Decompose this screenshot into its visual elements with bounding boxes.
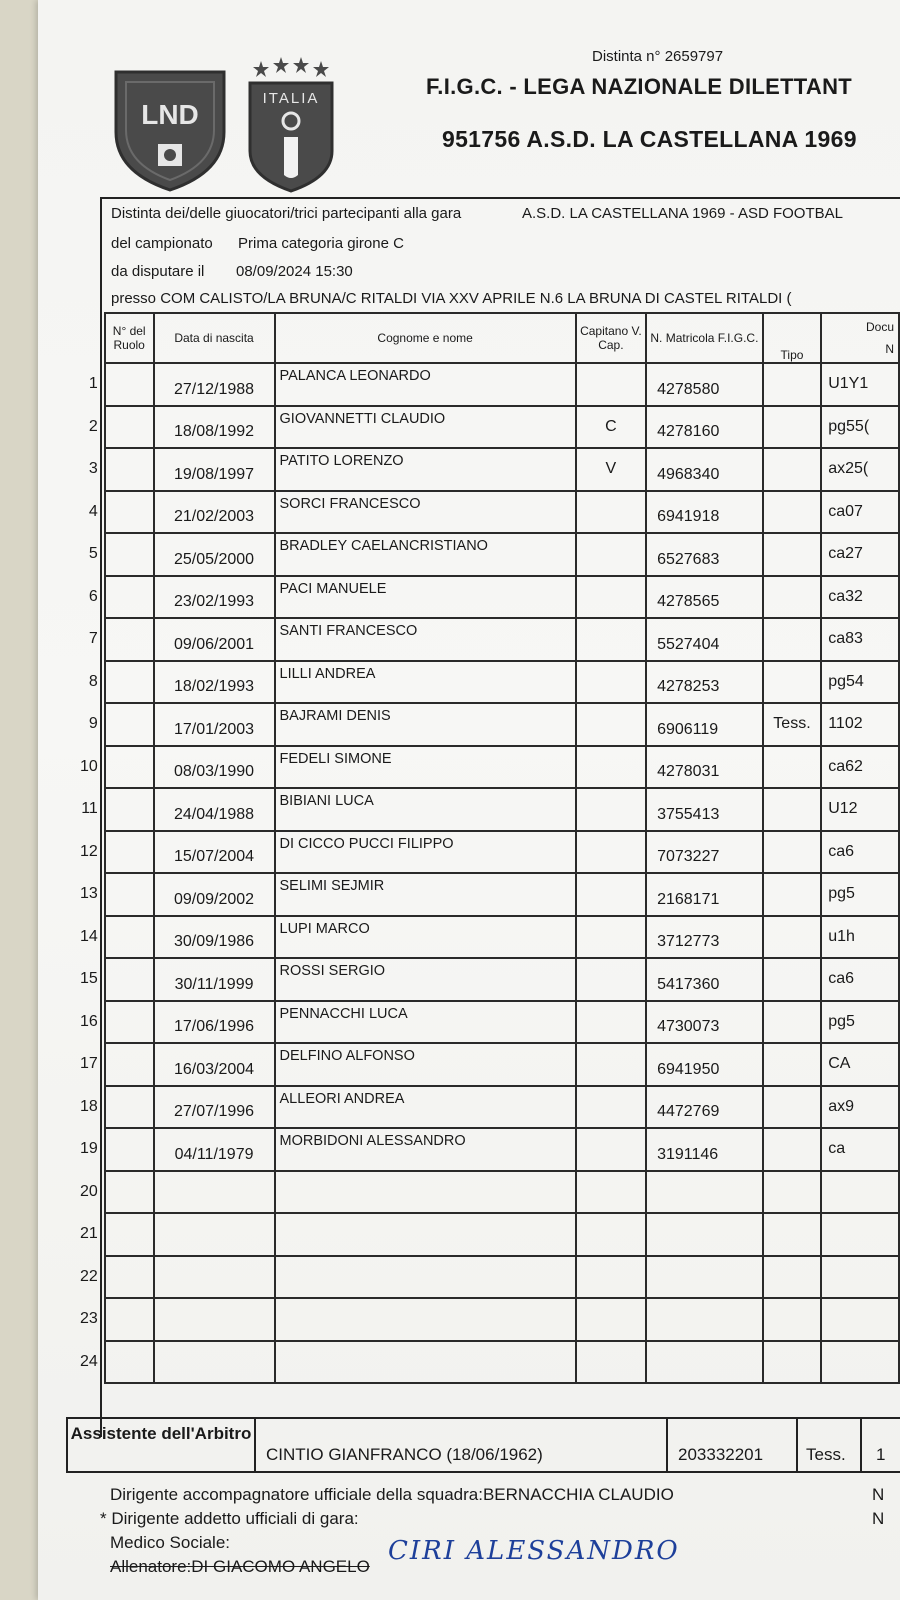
birth-date bbox=[154, 1256, 275, 1299]
ruolo-cell bbox=[105, 1298, 154, 1341]
ruolo-cell bbox=[105, 533, 154, 576]
table-row bbox=[80, 1128, 899, 1171]
document-number bbox=[821, 1341, 899, 1384]
svg-text:ITALIA: ITALIA bbox=[262, 90, 320, 107]
captain-mark bbox=[576, 1341, 646, 1384]
player-name: SORCI FRANCESCO bbox=[275, 491, 576, 534]
captain-mark bbox=[576, 1128, 646, 1171]
birth-date: 23/02/1993 bbox=[154, 576, 275, 619]
row-number: 7 bbox=[80, 618, 105, 661]
ruolo-cell bbox=[105, 958, 154, 1001]
document-number: ca07 bbox=[821, 491, 899, 534]
assistant-label: Assistente dell'Arbitro bbox=[68, 1419, 256, 1471]
player-name: MORBIDONI ALESSANDRO bbox=[275, 1128, 576, 1171]
ruolo-cell bbox=[105, 1128, 154, 1171]
captain-mark bbox=[576, 491, 646, 534]
player-name bbox=[275, 1298, 576, 1341]
assistant-name: CINTIO GIANFRANCO (18/06/1962) bbox=[266, 1445, 543, 1464]
column-header-matricola: N. Matricola F.I.G.C. bbox=[646, 313, 763, 363]
document-number: U12 bbox=[821, 788, 899, 831]
birth-date: 24/04/1988 bbox=[154, 788, 275, 831]
player-name: ROSSI SERGIO bbox=[275, 958, 576, 1001]
matricola-number: 4278160 bbox=[646, 406, 763, 449]
column-header-tipo bbox=[763, 313, 821, 363]
birth-date: 25/05/2000 bbox=[154, 533, 275, 576]
captain-mark: C bbox=[576, 406, 646, 449]
assistant-row bbox=[66, 1417, 900, 1473]
table-row bbox=[80, 916, 899, 959]
table-row bbox=[80, 491, 899, 534]
player-name: GIOVANNETTI CLAUDIO bbox=[275, 406, 576, 449]
player-name: LILLI ANDREA bbox=[275, 661, 576, 704]
captain-mark bbox=[576, 873, 646, 916]
captain-mark bbox=[576, 916, 646, 959]
row-number: 4 bbox=[80, 491, 105, 534]
document-type bbox=[763, 661, 821, 704]
ruolo-cell bbox=[105, 1001, 154, 1044]
table-row bbox=[80, 576, 899, 619]
matricola-number: 4472769 bbox=[646, 1086, 763, 1129]
document-number: ca6 bbox=[821, 958, 899, 1001]
ruolo-cell bbox=[105, 703, 154, 746]
captain-mark bbox=[576, 746, 646, 789]
row-number: 11 bbox=[80, 788, 105, 831]
ruolo-cell bbox=[105, 916, 154, 959]
row-number: 14 bbox=[80, 916, 105, 959]
medico-line: Medico Sociale: bbox=[110, 1533, 231, 1552]
row-number: 21 bbox=[80, 1213, 105, 1256]
row-number: 12 bbox=[80, 831, 105, 874]
matricola-number: 3712773 bbox=[646, 916, 763, 959]
matricola-number bbox=[646, 1341, 763, 1384]
captain-mark bbox=[576, 1086, 646, 1129]
document-type bbox=[763, 406, 821, 449]
captain-mark bbox=[576, 363, 646, 406]
table-row bbox=[80, 448, 899, 491]
table-row bbox=[80, 1001, 899, 1044]
captain-mark bbox=[576, 958, 646, 1001]
document-type bbox=[763, 1298, 821, 1341]
row-number: 3 bbox=[80, 448, 105, 491]
document-type bbox=[763, 831, 821, 874]
row-number: 18 bbox=[80, 1086, 105, 1129]
table-row bbox=[80, 406, 899, 449]
club-title: 951756 A.S.D. LA CASTELLANA 1969 bbox=[442, 126, 857, 152]
table-header-row bbox=[80, 313, 899, 363]
birth-date bbox=[154, 1298, 275, 1341]
distinta-number: Distinta n° 2659797 bbox=[592, 48, 724, 65]
player-name bbox=[275, 1341, 576, 1384]
row-number: 5 bbox=[80, 533, 105, 576]
player-name bbox=[275, 1171, 576, 1214]
row-number: 24 bbox=[80, 1341, 105, 1384]
ruolo-cell bbox=[105, 1256, 154, 1299]
captain-mark: V bbox=[576, 448, 646, 491]
birth-date: 27/07/1996 bbox=[154, 1086, 275, 1129]
row-number: 16 bbox=[80, 1001, 105, 1044]
document-type bbox=[763, 1043, 821, 1086]
ruolo-cell bbox=[105, 873, 154, 916]
player-name: PENNACCHI LUCA bbox=[275, 1001, 576, 1044]
info-match-label: Distinta dei/delle giuocatori/trici partecipanti alla gara bbox=[111, 205, 462, 222]
document-type bbox=[763, 1213, 821, 1256]
birth-date: 19/08/1997 bbox=[154, 448, 275, 491]
birth-date: 08/03/1990 bbox=[154, 746, 275, 789]
player-name bbox=[275, 1256, 576, 1299]
info-league-value: Prima categoria girone C bbox=[238, 235, 404, 252]
table-row bbox=[80, 703, 899, 746]
row-number: 17 bbox=[80, 1043, 105, 1086]
player-name: SANTI FRANCESCO bbox=[275, 618, 576, 661]
matricola-number: 7073227 bbox=[646, 831, 763, 874]
birth-date: 15/07/2004 bbox=[154, 831, 275, 874]
documento-label: Docu bbox=[865, 320, 894, 334]
right-margin-2: N bbox=[872, 1509, 885, 1528]
captain-mark bbox=[576, 703, 646, 746]
table-row bbox=[80, 1256, 899, 1299]
document-number: ca6 bbox=[821, 831, 899, 874]
dirigente-line: Dirigente accompagnatore ufficiale della squadra:BERNACCHIA CLAUDIO bbox=[110, 1485, 674, 1504]
federation-title: F.I.G.C. - LEGA NAZIONALE DILETTANT bbox=[426, 74, 853, 99]
document-number: ca bbox=[821, 1128, 899, 1171]
row-number: 13 bbox=[80, 873, 105, 916]
ruolo-cell bbox=[105, 1043, 154, 1086]
document-number bbox=[821, 1256, 899, 1299]
row-number: 9 bbox=[80, 703, 105, 746]
birth-date: 21/02/2003 bbox=[154, 491, 275, 534]
matricola-number: 4278253 bbox=[646, 661, 763, 704]
column-header-nascita: Data di nascita bbox=[154, 313, 275, 363]
matricola-number: 5527404 bbox=[646, 618, 763, 661]
document-type bbox=[763, 618, 821, 661]
column-header-capitano: Capitano V. Cap. bbox=[576, 313, 646, 363]
birth-date: 09/06/2001 bbox=[154, 618, 275, 661]
document-number: U1Y1 bbox=[821, 363, 899, 406]
birth-date: 18/08/1992 bbox=[154, 406, 275, 449]
allenatore-line: Allenatore:DI GIACOMO ANGELO bbox=[110, 1557, 370, 1576]
birth-date: 17/01/2003 bbox=[154, 703, 275, 746]
document-type bbox=[763, 788, 821, 831]
row-number: 6 bbox=[80, 576, 105, 619]
table-row bbox=[80, 788, 899, 831]
matricola-number bbox=[646, 1256, 763, 1299]
player-name: PACI MANUELE bbox=[275, 576, 576, 619]
matricola-number: 3755413 bbox=[646, 788, 763, 831]
table-row bbox=[80, 1213, 899, 1256]
player-name: DI CICCO PUCCI FILIPPO bbox=[275, 831, 576, 874]
info-league-label: del campionato bbox=[111, 235, 213, 252]
captain-mark bbox=[576, 618, 646, 661]
document-type bbox=[763, 1128, 821, 1171]
matricola-number: 2168171 bbox=[646, 873, 763, 916]
document-number: CA bbox=[821, 1043, 899, 1086]
svg-text:LND: LND bbox=[141, 99, 199, 130]
document-type bbox=[763, 448, 821, 491]
ruolo-cell bbox=[105, 576, 154, 619]
birth-date bbox=[154, 1341, 275, 1384]
lnd-logo bbox=[112, 68, 228, 192]
info-date-value: 08/09/2024 15:30 bbox=[236, 263, 353, 280]
document-number: ca62 bbox=[821, 746, 899, 789]
document-type bbox=[763, 916, 821, 959]
matricola-number bbox=[646, 1298, 763, 1341]
document-number: ax25( bbox=[821, 448, 899, 491]
player-name bbox=[275, 1213, 576, 1256]
document-type bbox=[763, 746, 821, 789]
player-name: PATITO LORENZO bbox=[275, 448, 576, 491]
assistant-doc: 1 bbox=[860, 1419, 900, 1471]
document-type bbox=[763, 363, 821, 406]
table-row bbox=[80, 873, 899, 916]
ruolo-cell bbox=[105, 1341, 154, 1384]
ruolo-cell bbox=[105, 618, 154, 661]
column-header-documento bbox=[821, 313, 899, 363]
table-row bbox=[80, 363, 899, 406]
birth-date bbox=[154, 1171, 275, 1214]
roster-table bbox=[80, 312, 900, 1384]
captain-mark bbox=[576, 1171, 646, 1214]
document-type bbox=[763, 491, 821, 534]
captain-mark bbox=[576, 1213, 646, 1256]
document-type bbox=[763, 1341, 821, 1384]
ruolo-cell bbox=[105, 406, 154, 449]
info-date-label: da disputare il bbox=[111, 263, 205, 280]
document-number: pg5 bbox=[821, 873, 899, 916]
captain-mark bbox=[576, 661, 646, 704]
ruolo-cell bbox=[105, 1213, 154, 1256]
captain-mark bbox=[576, 533, 646, 576]
table-row bbox=[80, 1298, 899, 1341]
document-number bbox=[821, 1171, 899, 1214]
player-name: BRADLEY CAELANCRISTIANO bbox=[275, 533, 576, 576]
row-number: 8 bbox=[80, 661, 105, 704]
birth-date: 16/03/2004 bbox=[154, 1043, 275, 1086]
document-number: pg55( bbox=[821, 406, 899, 449]
birth-date: 18/02/1993 bbox=[154, 661, 275, 704]
matricola-number bbox=[646, 1171, 763, 1214]
ruolo-cell bbox=[105, 788, 154, 831]
matricola-number: 4968340 bbox=[646, 448, 763, 491]
player-name: DELFINO ALFONSO bbox=[275, 1043, 576, 1086]
ruolo-cell bbox=[105, 1086, 154, 1129]
birth-date bbox=[154, 1213, 275, 1256]
birth-date: 04/11/1979 bbox=[154, 1128, 275, 1171]
document-type bbox=[763, 576, 821, 619]
birth-date: 30/09/1986 bbox=[154, 916, 275, 959]
italia-logo bbox=[246, 55, 336, 195]
tipo-label: Tipo bbox=[780, 348, 804, 362]
document-type bbox=[763, 1001, 821, 1044]
document-type bbox=[763, 873, 821, 916]
table-row bbox=[80, 746, 899, 789]
table-row bbox=[80, 1171, 899, 1214]
document-type: Tess. bbox=[763, 703, 821, 746]
assistant-tipo: Tess. bbox=[806, 1445, 846, 1464]
row-number: 15 bbox=[80, 958, 105, 1001]
ruolo-cell bbox=[105, 491, 154, 534]
matricola-number: 4278565 bbox=[646, 576, 763, 619]
document-type bbox=[763, 1171, 821, 1214]
column-header-nome: Cognome e nome bbox=[275, 313, 576, 363]
ruolo-cell bbox=[105, 661, 154, 704]
player-name: LUPI MARCO bbox=[275, 916, 576, 959]
document-number bbox=[821, 1298, 899, 1341]
table-row bbox=[80, 618, 899, 661]
document-number: u1h bbox=[821, 916, 899, 959]
player-name: BAJRAMI DENIS bbox=[275, 703, 576, 746]
document-number: ca27 bbox=[821, 533, 899, 576]
captain-mark bbox=[576, 1256, 646, 1299]
player-name: SELIMI SEJMIR bbox=[275, 873, 576, 916]
right-margin-1: N bbox=[872, 1485, 885, 1504]
matricola-number: 4278580 bbox=[646, 363, 763, 406]
matricola-number: 6527683 bbox=[646, 533, 763, 576]
captain-mark bbox=[576, 1001, 646, 1044]
row-number: 23 bbox=[80, 1298, 105, 1341]
captain-mark bbox=[576, 576, 646, 619]
info-venue: presso COM CALISTO/LA BRUNA/C RITALDI VIA XXV APRILE N.6 LA BRUNA DI CASTEL RITALDI ( bbox=[111, 290, 792, 307]
birth-date: 17/06/1996 bbox=[154, 1001, 275, 1044]
table-row bbox=[80, 831, 899, 874]
player-name: PALANCA LEONARDO bbox=[275, 363, 576, 406]
table-row bbox=[80, 1341, 899, 1384]
table-row bbox=[80, 1086, 899, 1129]
table-row bbox=[80, 1043, 899, 1086]
row-number: 19 bbox=[80, 1128, 105, 1171]
row-number-header bbox=[80, 313, 105, 363]
birth-date: 27/12/1988 bbox=[154, 363, 275, 406]
ruolo-cell bbox=[105, 831, 154, 874]
captain-mark bbox=[576, 788, 646, 831]
matricola-number: 4278031 bbox=[646, 746, 763, 789]
birth-date: 30/11/1999 bbox=[154, 958, 275, 1001]
table-row bbox=[80, 958, 899, 1001]
info-match-value: A.S.D. LA CASTELLANA 1969 - ASD FOOTBAL bbox=[522, 205, 843, 222]
captain-mark bbox=[576, 1298, 646, 1341]
player-name: FEDELI SIMONE bbox=[275, 746, 576, 789]
document-number: pg54 bbox=[821, 661, 899, 704]
matricola-number: 6941918 bbox=[646, 491, 763, 534]
matricola-number: 6941950 bbox=[646, 1043, 763, 1086]
document-type bbox=[763, 1086, 821, 1129]
handwritten-signature: CIRI ALESSANDRO bbox=[388, 1536, 680, 1566]
row-number: 2 bbox=[80, 406, 105, 449]
document-number: 1102 bbox=[821, 703, 899, 746]
matricola-number: 3191146 bbox=[646, 1128, 763, 1171]
table-row bbox=[80, 661, 899, 704]
player-name: ALLEORI ANDREA bbox=[275, 1086, 576, 1129]
ruolo-cell bbox=[105, 746, 154, 789]
row-number: 1 bbox=[80, 363, 105, 406]
document-number: ca32 bbox=[821, 576, 899, 619]
document-type bbox=[763, 533, 821, 576]
assistant-matricola: 203332201 bbox=[666, 1419, 798, 1471]
row-number: 22 bbox=[80, 1256, 105, 1299]
captain-mark bbox=[576, 831, 646, 874]
numero-label: N bbox=[885, 342, 894, 356]
document-type bbox=[763, 1256, 821, 1299]
matricola-number: 4730073 bbox=[646, 1001, 763, 1044]
row-number: 20 bbox=[80, 1171, 105, 1214]
matricola-number: 6906119 bbox=[646, 703, 763, 746]
document-number: ax9 bbox=[821, 1086, 899, 1129]
document-number bbox=[821, 1213, 899, 1256]
birth-date: 09/09/2002 bbox=[154, 873, 275, 916]
column-header-ruolo: N° del Ruolo bbox=[105, 313, 154, 363]
captain-mark bbox=[576, 1043, 646, 1086]
ruolo-cell bbox=[105, 1171, 154, 1214]
document-number: pg5 bbox=[821, 1001, 899, 1044]
table-row bbox=[80, 533, 899, 576]
addetto-line: * Dirigente addetto ufficiali di gara: bbox=[100, 1509, 359, 1528]
matricola-number: 5417360 bbox=[646, 958, 763, 1001]
ruolo-cell bbox=[105, 448, 154, 491]
ruolo-cell bbox=[105, 363, 154, 406]
document-number: ca83 bbox=[821, 618, 899, 661]
player-name: BIBIANI LUCA bbox=[275, 788, 576, 831]
row-number: 10 bbox=[80, 746, 105, 789]
matricola-number bbox=[646, 1213, 763, 1256]
document-type bbox=[763, 958, 821, 1001]
